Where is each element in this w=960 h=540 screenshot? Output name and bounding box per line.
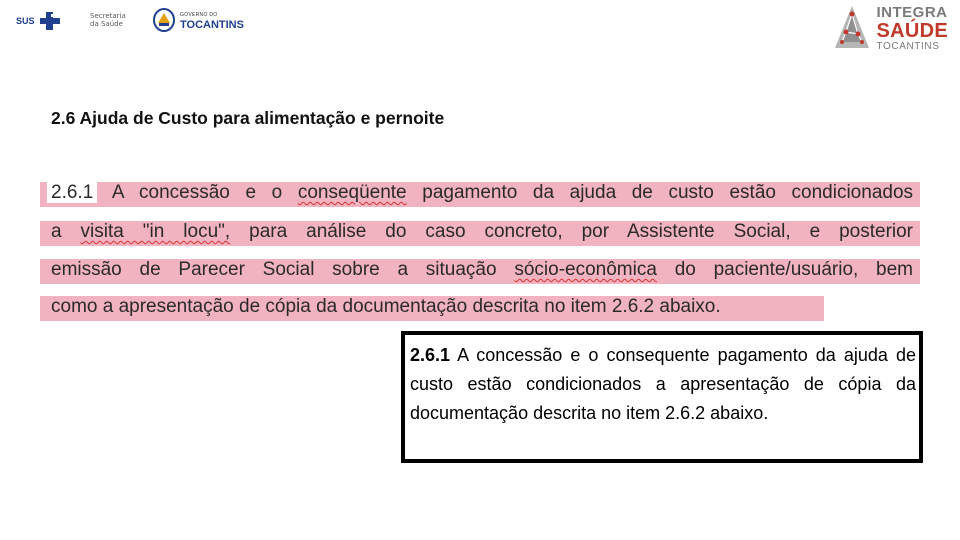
secretaria-logo: [90, 12, 134, 28]
spellcheck-word: sócio-econômica: [514, 259, 657, 280]
gov-big-label: TOCANTINS: [180, 19, 244, 31]
governo-tocantins-logo: [152, 7, 244, 33]
scan-line-1-text: A concessão e o: [111, 182, 283, 203]
revised-text-box: [401, 331, 923, 463]
revised-text: [410, 341, 916, 428]
tocantins-label: TOCANTINS: [876, 40, 940, 52]
scan-line-2-start: a: [51, 221, 62, 242]
sus-logo: [16, 11, 62, 31]
section-heading: 2.6 Ajuda de Custo para alimentação e pernoite: [51, 108, 445, 128]
scan-line-3-rest: do paciente/usuário, bem: [674, 259, 914, 280]
tocantins-crest-icon: [152, 7, 176, 33]
scan-line-4: como a apresentação de cópia da documentação descrita no item 2.6.2 abaixo.: [51, 296, 721, 317]
scan-line-1-rest: pagamento da ajuda de custo estão condicionados: [422, 182, 914, 203]
item-number: 2.6.1: [47, 182, 97, 203]
secretaria-label: Secretaria da Saúde: [90, 12, 126, 28]
scan-line-3: [51, 259, 913, 281]
integra-saude-logo: [832, 4, 948, 52]
scan-line-3-start: emissão de Parecer Social sobre a situação: [51, 259, 497, 280]
spellcheck-word: conseqüente: [297, 182, 407, 203]
scan-line-2: [51, 221, 913, 243]
sus-cross-icon: [38, 11, 62, 31]
gov-small-label: GOVERNO DO: [180, 12, 218, 18]
integra-label: INTEGRA: [876, 3, 948, 21]
revised-item-number: 2.6.1: [410, 345, 451, 365]
integra-network-icon: [832, 4, 872, 52]
sus-label: SUS: [16, 16, 35, 26]
spellcheck-phrase: visita "in locu",: [80, 221, 231, 242]
saude-label: SAÚDE: [876, 19, 948, 42]
revised-body: A concessão e o consequente pagamento da ajuda de custo estão condicionados a apresentação de cópia da documentação descrita no item 2.6.2 abaixo.: [410, 345, 916, 423]
scan-line-2-rest: para análise do caso concreto, por Assistente Social, e posterior: [249, 221, 914, 242]
scan-line-1: [51, 182, 913, 204]
